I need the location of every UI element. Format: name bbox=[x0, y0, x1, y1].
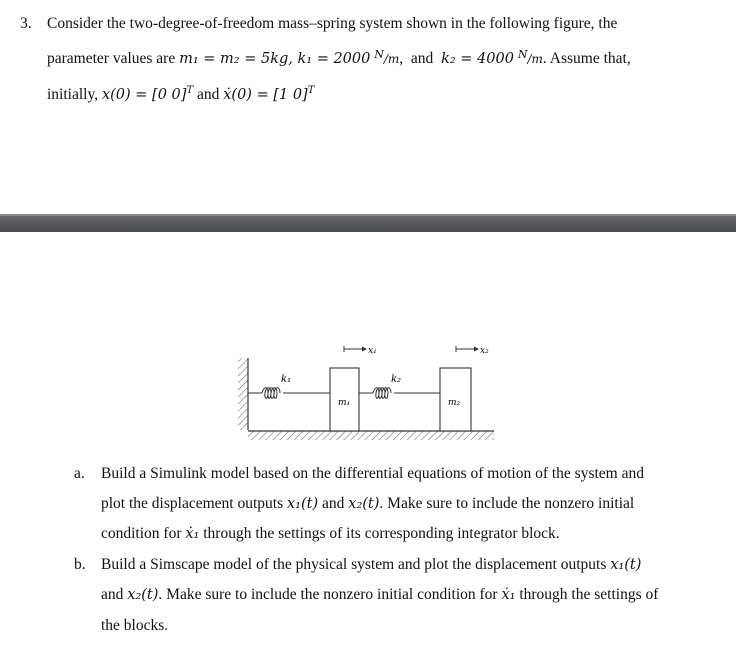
task-list bbox=[74, 459, 714, 640]
k2-value: k₂ = 4000 bbox=[441, 51, 514, 67]
problem-line-3 bbox=[47, 75, 720, 111]
initially-text: initially, bbox=[47, 86, 102, 104]
separator-bar bbox=[0, 214, 736, 232]
problem-line-2-intro: parameter values are bbox=[47, 50, 180, 67]
task-b-line-1: Build a Simscape model of the physical system and plot the displacement outputs x₁(t) bbox=[101, 555, 642, 573]
k2-label: k₂ bbox=[391, 374, 402, 385]
initial-velocity: ẋ(0) = [1 0] bbox=[223, 87, 308, 104]
task-a-line-3: condition for ẋ₁ through the settings of its corresponding integrator block. bbox=[101, 525, 560, 542]
spring-k2 bbox=[359, 388, 440, 399]
and-word-2: and bbox=[193, 86, 224, 104]
task-b-line-3: the blocks. bbox=[101, 616, 169, 634]
parameter-values: m₁ = m₂ = 5kg, k₁ = 2000 bbox=[179, 51, 371, 67]
mass-spring-diagram bbox=[234, 330, 496, 444]
k1-label: k₁ bbox=[281, 374, 292, 385]
task-a-line-1: Build a Simulink model based on the differential equations of motion of the system and bbox=[101, 465, 644, 482]
wall-hatch bbox=[238, 358, 248, 430]
ground-hatch bbox=[248, 431, 494, 440]
task-b-line-2: and x₂(t). Make sure to include the nonzero initial condition for ẋ₁ through the settings of bbox=[101, 586, 659, 603]
x1t-symbol-b: x₁(t) bbox=[610, 556, 642, 573]
task-item-b bbox=[74, 550, 714, 641]
task-a-label: a. bbox=[74, 465, 85, 482]
problem-text bbox=[47, 8, 720, 111]
task-b-label: b. bbox=[74, 555, 86, 573]
task-a-line-2: plot the displacement outputs x₁(t) and x₂(t). Make sure to include the nonzero initial bbox=[101, 494, 635, 512]
x2t-symbol-b: x₂(t) bbox=[127, 587, 159, 603]
x1-label: x₁ bbox=[368, 346, 377, 356]
task-item-a bbox=[74, 459, 714, 550]
m1-label: m₁ bbox=[338, 398, 351, 408]
x2-arrowhead bbox=[474, 347, 479, 352]
transpose-mark-2: T bbox=[307, 85, 315, 96]
m2-label: m₂ bbox=[448, 398, 461, 408]
problem-number: 3. bbox=[20, 15, 32, 32]
x1dot-symbol: ẋ₁ bbox=[185, 526, 200, 542]
spring-k1 bbox=[248, 388, 330, 399]
x1t-symbol: x₁(t) bbox=[286, 495, 319, 512]
unit-n-per-m-1: $^N$/m bbox=[374, 48, 400, 66]
initial-displacement: x(0) = [0 0] bbox=[101, 87, 187, 104]
problem-line-1: Consider the two-degree-of-freedom mass–spring system shown in the following figure, the bbox=[47, 15, 618, 32]
x2t-symbol: x₂(t) bbox=[348, 495, 380, 512]
x1dot-symbol-b: ẋ₁ bbox=[501, 587, 516, 603]
problem-line-2: parameter values are m₁ = m₂ = 5kg, k₁ = 2000 $^N$/m, and k₂ = 4000 $^N$/m. Assume that, bbox=[47, 48, 631, 67]
and-word: and bbox=[410, 50, 434, 67]
x1-arrowhead bbox=[362, 347, 367, 352]
unit-n-per-m-2: $^N$/m bbox=[517, 48, 543, 66]
x2-label: x₂ bbox=[480, 346, 489, 356]
assume-text: Assume that, bbox=[546, 50, 631, 67]
transpose-mark-1: T bbox=[186, 85, 194, 96]
